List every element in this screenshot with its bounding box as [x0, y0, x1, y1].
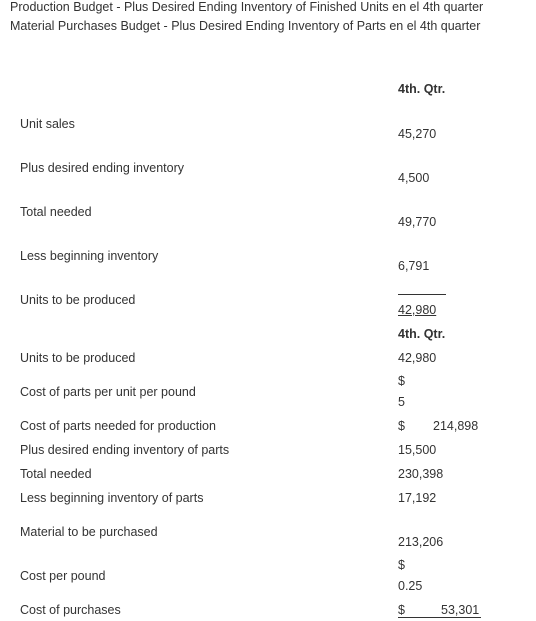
materials-value-cost-of-purchases: 53,301: [441, 603, 480, 617]
materials-label-total-needed: Total needed: [20, 467, 92, 481]
materials-value-cost-of-parts-needed: 214,898: [433, 419, 479, 433]
heading-material-purchases-budget: Material Purchases Budget - Plus Desired Ending Inventory of Parts en el 4th quarter: [10, 19, 481, 33]
materials-label-material-to-be-purchased: Material to be purchased: [20, 525, 158, 539]
materials-label-cost-of-purchases: Cost of purchases: [20, 603, 121, 617]
materials-label-plus-ending-inventory-parts: Plus desired ending inventory of parts: [20, 443, 230, 457]
materials-label-cost-of-parts-per-unit: Cost of parts per unit per pound: [20, 385, 196, 399]
production-row-value-unit-sales: 45,270: [398, 127, 437, 141]
materials-value-total-needed: 230,398: [398, 467, 444, 481]
production-column-header: 4th. Qtr.: [398, 82, 446, 96]
production-row-value-total-needed: 49,770: [398, 215, 437, 229]
materials-label-cost-of-parts-needed: Cost of parts needed for production: [20, 419, 216, 433]
subtotal-rule: [398, 294, 446, 295]
heading-production-budget: Production Budget - Plus Desired Ending Inventory of Finished Units en el 4th quarter: [10, 0, 484, 14]
materials-value-cost-of-parts-per-unit: 5: [398, 395, 405, 409]
materials-currency-cost-of-parts-needed: $: [398, 419, 405, 433]
materials-label-units-to-be-produced: Units to be produced: [20, 351, 136, 365]
production-row-value-less-beginning-inventory: 6,791: [398, 259, 430, 273]
materials-currency-cost-of-purchases: $: [398, 603, 405, 617]
production-row-value-units-to-be-produced: 42,980: [398, 303, 437, 317]
materials-label-cost-per-pound: Cost per pound: [20, 569, 106, 583]
materials-column-header: 4th. Qtr.: [398, 327, 446, 341]
materials-value-plus-ending-inventory-parts: 15,500: [398, 443, 437, 457]
production-row-label-less-beginning-inventory: Less beginning inventory: [20, 249, 159, 263]
materials-value-units-to-be-produced: 42,980: [398, 351, 437, 365]
materials-value-less-beginning-inventory-parts: 17,192: [398, 491, 437, 505]
materials-label-less-beginning-inventory-parts: Less beginning inventory of parts: [20, 491, 204, 505]
production-row-label-plus-ending-inventory: Plus desired ending inventory: [20, 161, 184, 175]
materials-currency-cost-per-pound: $: [398, 558, 405, 572]
materials-value-cost-per-pound: 0.25: [398, 579, 423, 593]
total-underline-rule: [398, 617, 481, 618]
materials-currency-cost-of-parts-per-unit: $: [398, 374, 405, 388]
production-row-value-plus-ending-inventory: 4,500: [398, 171, 430, 185]
production-row-label-total-needed: Total needed: [20, 205, 92, 219]
production-row-label-units-to-be-produced: Units to be produced: [20, 293, 136, 307]
materials-value-material-to-be-purchased: 213,206: [398, 535, 444, 549]
production-row-label-unit-sales: Unit sales: [20, 117, 75, 131]
